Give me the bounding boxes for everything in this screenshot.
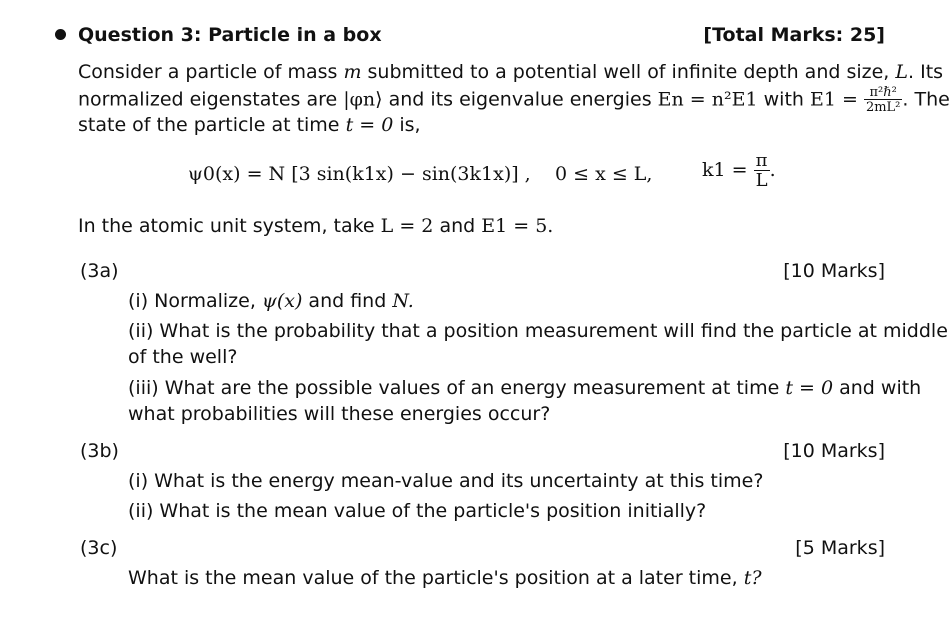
question-text: and with [839, 377, 922, 399]
part-a-ii-line-1: (ii) What is the probability that a position measurement will find the particle at middle [128, 320, 948, 342]
intro-text: state of the particle at time [78, 114, 340, 136]
part-a-iii-line-2: what probabilities will these energies occur? [128, 403, 551, 425]
k1-fraction [754, 152, 770, 190]
part-b-ii: (ii) What is the mean value of the particle's position initially? [128, 500, 707, 522]
question-text: and find [308, 290, 387, 312]
k1-period: . [769, 159, 776, 181]
intro-text: and its eigenvalue energies [388, 88, 652, 111]
math-psi: ψ(x) [261, 290, 303, 312]
part-a-iii-line-1 [128, 377, 921, 399]
fraction-denominator: 2mL² [865, 100, 901, 115]
part-b-i: (i) What is the energy mean-value and its uncertainty at this time? [128, 470, 764, 492]
intro-text: normalized eigenstates are [78, 88, 338, 111]
intro-text: is, [399, 114, 421, 136]
part-c-question [128, 567, 762, 589]
math-L-value: L = 2 [380, 215, 434, 237]
part-a-i [128, 290, 414, 312]
intro-line-1 [78, 61, 943, 83]
units-text: and [439, 215, 476, 237]
question-text: (i) Normalize, [128, 290, 256, 312]
math-E1-value: E1 = 5. [481, 215, 554, 237]
intro-text: submitted to a potential well of infinite depth and size, [367, 61, 890, 83]
question-text: What is the mean value of the particle's position at a later time, [128, 567, 738, 589]
part-a-marks: [10 Marks] [783, 260, 885, 282]
intro-text: with [763, 88, 804, 111]
fraction-numerator: π [755, 150, 768, 171]
part-c-label: (3c) [80, 537, 118, 559]
k1-definition [702, 152, 776, 190]
wavefunction-equation: ψ0(x) = N [3 sin(k1x) − sin(3k1x)] , [188, 163, 531, 185]
units-text: In the atomic unit system, take [78, 215, 375, 237]
part-c-marks: [5 Marks] [795, 537, 885, 559]
intro-line-2 [78, 86, 950, 114]
part-a-label: (3a) [80, 260, 119, 282]
k1-label: k1 = [702, 159, 748, 181]
intro-text: . Its [908, 61, 944, 83]
question-text: (iii) What are the possible values of an energy measurement at time [128, 377, 780, 399]
E1-fraction [864, 86, 902, 114]
question-heading: Question 3: Particle in a box [78, 24, 382, 46]
math-energy-eq: En = n²E1 [657, 88, 758, 111]
part-b-label: (3b) [80, 440, 119, 462]
part-b-marks: [10 Marks] [783, 440, 885, 462]
fraction-numerator: π²ℏ² [869, 85, 897, 100]
part-a-ii-line-2: of the well? [128, 346, 238, 368]
range-condition: 0 ≤ x ≤ L, [555, 163, 653, 185]
math-t: t? [743, 567, 762, 589]
intro-line-3 [78, 114, 421, 136]
math-m: m [343, 61, 362, 83]
intro-text: Consider a particle of mass [78, 61, 338, 83]
math-t0: t = 0 [785, 377, 834, 399]
total-marks: [Total Marks: 25] [703, 24, 885, 46]
units-line [78, 215, 553, 237]
math-N: N. [392, 290, 414, 312]
math-L: L [895, 61, 909, 83]
math-t0: t = 0 [345, 114, 394, 136]
math-E1-eq: E1 = [809, 88, 858, 111]
math-ket: |φn⟩ [343, 88, 383, 111]
fraction-denominator: L [755, 170, 768, 191]
bullet-point [55, 29, 66, 40]
intro-text: . The [902, 88, 950, 111]
